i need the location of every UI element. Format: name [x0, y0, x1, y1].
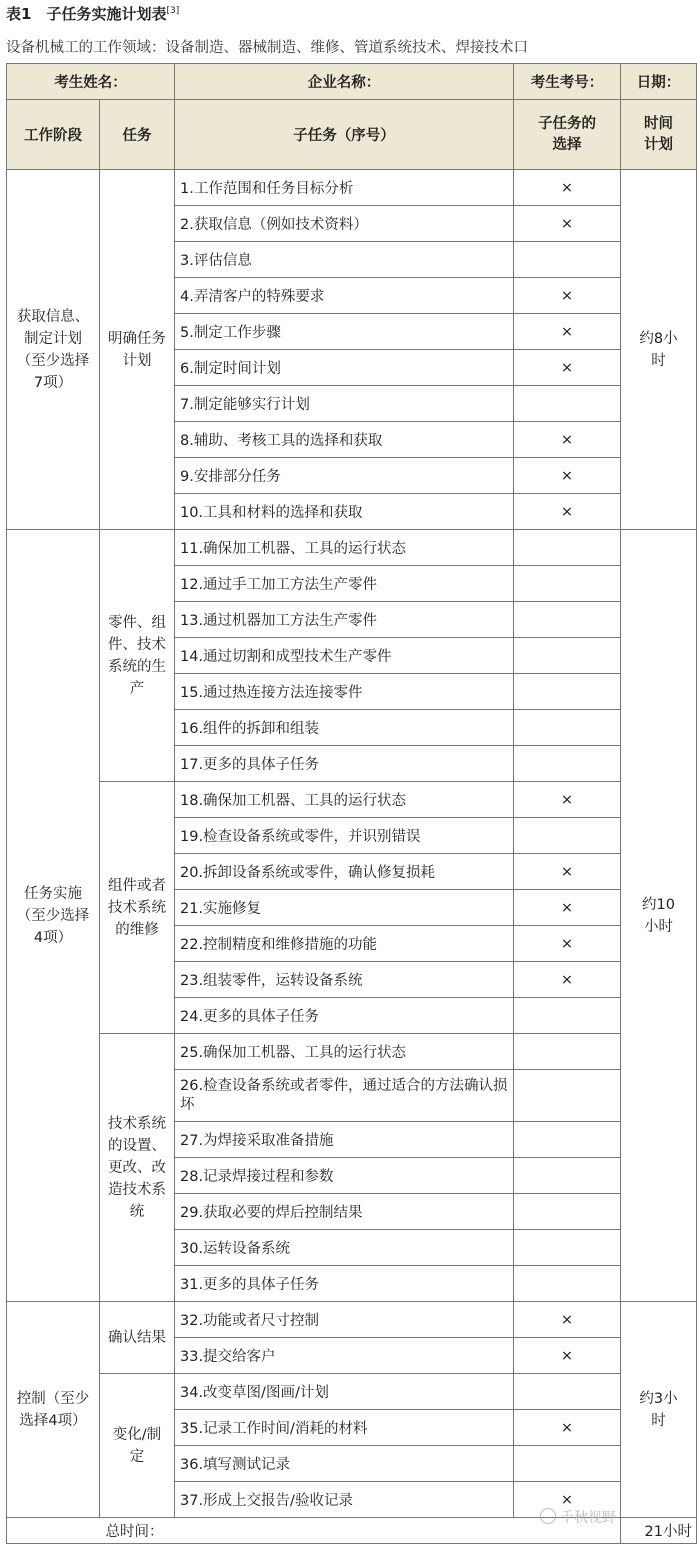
task-cell: 技术系统的设置、更改、改造技术系统: [100, 1034, 175, 1302]
selection-mark: [514, 638, 621, 674]
subtask-cell: 31.更多的具体子任务: [175, 1266, 514, 1302]
time-plan-cell: 约3小时: [621, 1302, 697, 1518]
company-name-label: 企业名称：: [175, 64, 514, 100]
task-cell: 零件、组件、技术系统的生产: [100, 530, 175, 782]
selection-mark: ×: [514, 962, 621, 998]
subtask-cell: 22.控制精度和维修措施的功能: [175, 926, 514, 962]
title-reference: [3]: [166, 6, 180, 16]
selection-mark: [514, 818, 621, 854]
selection-mark: ×: [514, 1302, 621, 1338]
selection-mark: [514, 1446, 621, 1482]
subtask-cell: 20.拆卸设备系统或零件，确认修复损耗: [175, 854, 514, 890]
subtask-cell: 27.为焊接采取准备措施: [175, 1122, 514, 1158]
subtask-cell: 25.确保加工机器、工具的运行状态: [175, 1034, 514, 1070]
subtask-cell: 12.通过手工加工方法生产零件: [175, 566, 514, 602]
selection-mark: [514, 710, 621, 746]
time-plan-cell: 约10小时: [621, 530, 697, 1302]
selection-mark: ×: [514, 278, 621, 314]
selection-mark: [514, 386, 621, 422]
subtask-cell: 18.确保加工机器、工具的运行状态: [175, 782, 514, 818]
candidate-name-label: 考生姓名：: [7, 64, 175, 100]
subtask-cell: 2.获取信息（例如技术资料）: [175, 206, 514, 242]
title-bar: [0, 0, 700, 30]
selection-mark: [514, 1230, 621, 1266]
chat-icon: [540, 1508, 556, 1524]
stage-cell: 任务实施（至少选择4项）: [7, 530, 100, 1302]
total-time-label: 总时间：: [100, 1518, 621, 1544]
col-stage-header: 工作阶段: [7, 100, 100, 170]
subtask-cell: 30.运转设备系统: [175, 1230, 514, 1266]
selection-mark: [514, 530, 621, 566]
subtask-row: [7, 530, 697, 566]
subtask-row: [7, 1302, 697, 1338]
selection-mark: ×: [514, 1410, 621, 1446]
subtask-cell: 26.检查设备系统或者零件，通过适合的方法确认损坏: [175, 1070, 514, 1122]
table-title: 表1 子任务实施计划表[3]: [6, 5, 180, 23]
selection-mark: [514, 1158, 621, 1194]
subtask-cell: 28.记录焊接过程和参数: [175, 1158, 514, 1194]
time-plan-cell: 约8小时: [621, 170, 697, 530]
selection-mark: [514, 674, 621, 710]
table-body: [7, 170, 697, 1518]
selection-mark: [514, 1034, 621, 1070]
stage-cell: 获取信息、制定计划（至少选择7项）: [7, 170, 100, 530]
selection-mark: ×: [514, 1482, 621, 1518]
subtask-cell: 6.制定时间计划: [175, 350, 514, 386]
subtask-cell: 16.组件的拆卸和组装: [175, 710, 514, 746]
subtask-cell: 10.工具和材料的选择和获取: [175, 494, 514, 530]
subtask-cell: 33.提交给客户: [175, 1338, 514, 1374]
subtask-plan-table: [6, 63, 697, 1544]
subtask-cell: 7.制定能够实行计划: [175, 386, 514, 422]
selection-mark: ×: [514, 782, 621, 818]
date-label: 日期：: [621, 64, 697, 100]
candidate-id-label: 考生考号：: [514, 64, 621, 100]
subtask-cell: 17.更多的具体子任务: [175, 746, 514, 782]
subtask-cell: 13.通过机器加工方法生产零件: [175, 602, 514, 638]
task-cell: 确认结果: [100, 1302, 175, 1374]
info-header-row: [7, 64, 697, 100]
subtask-cell: 37.形成上交报告/验收记录: [175, 1482, 514, 1518]
selection-mark: ×: [514, 314, 621, 350]
task-cell: 组件或者技术系统的维修: [100, 782, 175, 1034]
selection-mark: [514, 602, 621, 638]
subtask-cell: 14.通过切割和成型技术生产零件: [175, 638, 514, 674]
selection-mark: [514, 1194, 621, 1230]
column-header-row: [7, 100, 697, 170]
subtask-row: [7, 782, 697, 818]
selection-mark: ×: [514, 422, 621, 458]
selection-mark: [514, 746, 621, 782]
selection-mark: ×: [514, 494, 621, 530]
selection-mark: ×: [514, 458, 621, 494]
subtask-cell: 29.获取必要的焊后控制结果: [175, 1194, 514, 1230]
selection-mark: [514, 1374, 621, 1410]
subtask-cell: 32.功能或者尺寸控制: [175, 1302, 514, 1338]
col-time-header: 时间计划: [621, 100, 697, 170]
subtask-cell: 15.通过热连接方法连接零件: [175, 674, 514, 710]
col-choice-header: 子任务的选择: [514, 100, 621, 170]
subtask-cell: 8.辅助、考核工具的选择和获取: [175, 422, 514, 458]
col-task-header: 任务: [100, 100, 175, 170]
subtask-cell: 23.组装零件，运转设备系统: [175, 962, 514, 998]
watermark: 千秋视野: [540, 1507, 616, 1527]
subtask-row: [7, 1374, 697, 1410]
selection-mark: [514, 1070, 621, 1122]
selection-mark: ×: [514, 350, 621, 386]
selection-mark: [514, 1122, 621, 1158]
subtask-row: [7, 170, 697, 206]
selection-mark: [514, 242, 621, 278]
table-subtitle: 设备机械工的工作领域：设备制造、器械制造、维修、管道系统技术、焊接技术口: [6, 40, 528, 56]
subtask-cell: 21.实施修复: [175, 890, 514, 926]
selection-mark: ×: [514, 926, 621, 962]
subtask-cell: 3.评估信息: [175, 242, 514, 278]
task-cell: 变化/制定: [100, 1374, 175, 1518]
subtask-cell: 35.记录工作时间/消耗的材料: [175, 1410, 514, 1446]
selection-mark: ×: [514, 1338, 621, 1374]
subtask-cell: 5.制定工作步骤: [175, 314, 514, 350]
selection-mark: ×: [514, 170, 621, 206]
selection-mark: [514, 998, 621, 1034]
subtask-row: [7, 1034, 697, 1070]
subtask-cell: 36.填写测试记录: [175, 1446, 514, 1482]
subtask-cell: 34.改变草图/图画/计划: [175, 1374, 514, 1410]
subtask-cell: 4.弄清客户的特殊要求: [175, 278, 514, 314]
subtask-cell: 24.更多的具体子任务: [175, 998, 514, 1034]
selection-mark: ×: [514, 854, 621, 890]
selection-mark: [514, 1266, 621, 1302]
stage-cell: 控制（至少选择4项）: [7, 1302, 100, 1518]
col-subtask-header: 子任务（序号）: [175, 100, 514, 170]
subtask-cell: 9.安排部分任务: [175, 458, 514, 494]
subtask-cell: 1.工作范围和任务目标分析: [175, 170, 514, 206]
subtask-cell: 11.确保加工机器、工具的运行状态: [175, 530, 514, 566]
task-cell: 明确任务计划: [100, 170, 175, 530]
selection-mark: ×: [514, 890, 621, 926]
total-time-value: 21小时: [621, 1518, 697, 1544]
subtask-cell: 19.检查设备系统或零件，并识别错误: [175, 818, 514, 854]
selection-mark: [514, 566, 621, 602]
selection-mark: ×: [514, 206, 621, 242]
